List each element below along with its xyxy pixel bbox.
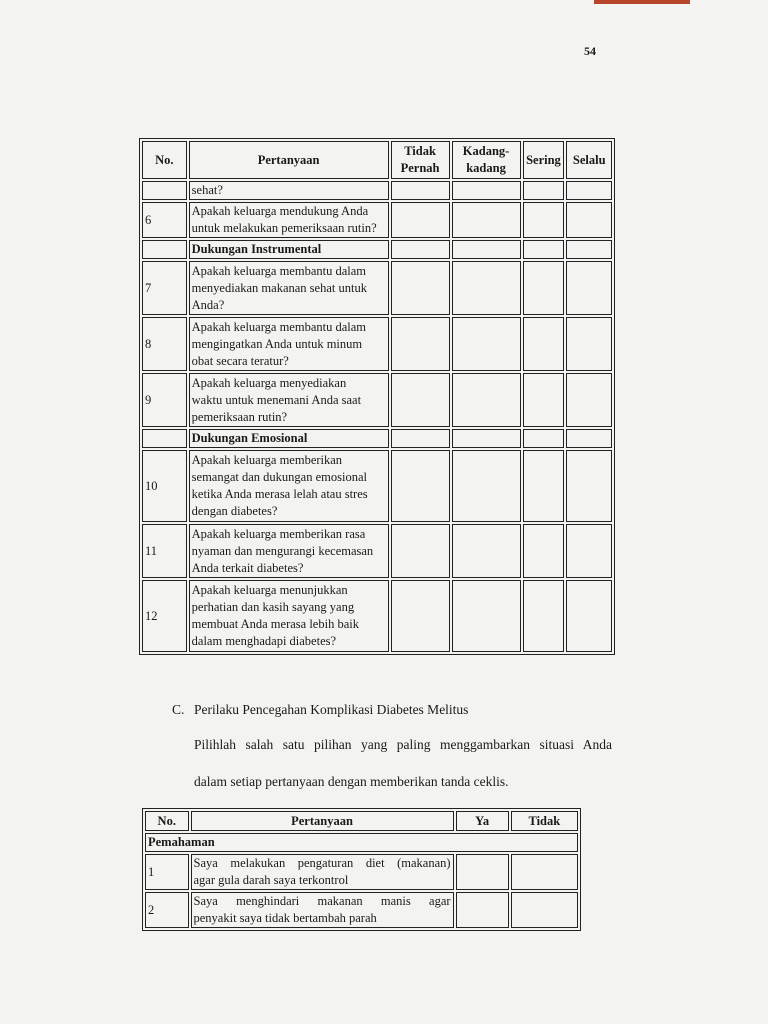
- table-header-row: [142, 141, 612, 179]
- answer-cell-sering[interactable]: [523, 373, 565, 427]
- section-row: [142, 240, 612, 259]
- table-row: [142, 181, 612, 200]
- question-text: [189, 580, 389, 652]
- question-line: Apakah keluarga membantu dalam: [191, 263, 367, 278]
- table-row: [145, 854, 578, 890]
- header-line: Pernah: [400, 161, 440, 175]
- question-line: Anda terkait diabetes?: [191, 560, 304, 575]
- header-line: Tidak: [404, 144, 436, 158]
- row-number: 7: [142, 261, 187, 315]
- section-title: Perilaku Pencegahan Komplikasi Diabetes Melitus: [194, 702, 469, 717]
- header-sering: Sering: [523, 141, 565, 179]
- question-line: Saya menghindari makanan manis agar: [193, 894, 451, 908]
- section-spacer: [452, 429, 521, 448]
- answer-cell-tidak-pernah[interactable]: [391, 580, 450, 652]
- question-line: waktu untuk menemani Anda saat: [191, 392, 362, 407]
- answer-cell-sering[interactable]: [523, 524, 565, 578]
- question-line: obat secara teratur?: [191, 353, 289, 368]
- question-line: sehat?: [191, 183, 223, 197]
- page-number: 54: [584, 44, 596, 58]
- answer-cell-selalu[interactable]: [566, 373, 612, 427]
- question-text: [191, 854, 454, 890]
- question-line: Apakah keluarga membantu dalam: [191, 319, 367, 334]
- answer-cell-selalu[interactable]: [566, 181, 612, 200]
- question-line: agar gula darah saya terkontrol: [193, 873, 349, 887]
- row-number: 1: [145, 854, 189, 890]
- question-text: [189, 524, 389, 578]
- section-spacer: [142, 240, 187, 259]
- answer-cell-ya[interactable]: [456, 854, 509, 890]
- instruction-text: dalam setiap pertanyaan dengan memberikan tanda ceklis.: [194, 774, 509, 789]
- section-spacer: [566, 429, 612, 448]
- question-line: pemeriksaan rutin?: [191, 409, 288, 424]
- section-label: Dukungan Emosional: [189, 429, 389, 448]
- answer-cell-sering[interactable]: [523, 580, 565, 652]
- answer-cell-tidak-pernah[interactable]: [391, 261, 450, 315]
- question-line: dalam menghadapi diabetes?: [191, 634, 337, 648]
- answer-cell-tidak-pernah[interactable]: [391, 202, 450, 238]
- answer-cell-sering[interactable]: [523, 450, 565, 522]
- question-line: penyakit saya tidak bertambah parah: [193, 911, 377, 925]
- question-line: perhatian dan kasih sayang yang: [191, 600, 355, 614]
- answer-cell-tidak-pernah[interactable]: [391, 450, 450, 522]
- question-text: [189, 181, 389, 200]
- answer-cell-tidak[interactable]: [511, 892, 578, 928]
- question-text: [189, 450, 389, 522]
- header-tidak: Tidak: [511, 811, 578, 831]
- question-line: Apakah keluarga mendukung Anda: [191, 204, 369, 218]
- question-text: [189, 317, 389, 371]
- answer-cell-kadang-kadang[interactable]: [452, 261, 521, 315]
- header-question: Pertanyaan: [191, 811, 454, 831]
- section-label: Pemahaman: [145, 833, 578, 852]
- question-line: membuat Anda merasa lebih baik: [191, 617, 359, 631]
- answer-cell-kadang-kadang[interactable]: [452, 373, 521, 427]
- table-row: [142, 317, 612, 371]
- answer-cell-tidak-pernah[interactable]: [391, 181, 450, 200]
- answer-cell-ya[interactable]: [456, 892, 509, 928]
- answer-cell-tidak-pernah[interactable]: [391, 373, 450, 427]
- question-line: Saya melakukan pengaturan diet (makanan): [193, 856, 451, 870]
- question-line: dengan diabetes?: [191, 504, 278, 518]
- answer-cell-selalu[interactable]: [566, 317, 612, 371]
- row-number: [142, 181, 187, 200]
- table-header-row: [145, 811, 578, 831]
- header-no: No.: [142, 141, 187, 179]
- section-spacer: [566, 240, 612, 259]
- question-line: Anda?: [191, 297, 225, 312]
- row-number: 9: [142, 373, 187, 427]
- answer-cell-tidak-pernah[interactable]: [391, 317, 450, 371]
- answer-cell-selalu[interactable]: [566, 261, 612, 315]
- section-spacer: [523, 429, 565, 448]
- section-spacer: [523, 240, 565, 259]
- header-tidak-pernah: [391, 141, 450, 179]
- answer-cell-selalu[interactable]: [566, 580, 612, 652]
- table-row: [142, 450, 612, 522]
- header-line: Kadang-: [462, 144, 510, 158]
- question-line: mengingatkan Anda untuk minum: [191, 336, 363, 351]
- answer-cell-kadang-kadang[interactable]: [452, 580, 521, 652]
- answer-cell-sering[interactable]: [523, 202, 565, 238]
- question-line: Apakah keluarga menunjukkan: [191, 583, 348, 597]
- section-spacer: [391, 240, 450, 259]
- section-spacer: [142, 429, 187, 448]
- row-number: 2: [145, 892, 189, 928]
- question-text: [189, 373, 389, 427]
- row-number: 11: [142, 524, 187, 578]
- question-text: [189, 202, 389, 238]
- answer-cell-kadang-kadang[interactable]: [452, 450, 521, 522]
- answer-cell-sering[interactable]: [523, 261, 565, 315]
- question-line: semangat dan dukungan emosional: [191, 470, 367, 484]
- section-c-heading: [172, 702, 468, 718]
- section-row: [142, 429, 612, 448]
- section-letter: C.: [172, 702, 185, 717]
- question-line: nyaman dan mengurangi kecemasan: [191, 543, 374, 558]
- answer-cell-kadang-kadang[interactable]: [452, 202, 521, 238]
- family-support-table: [140, 139, 614, 654]
- answer-cell-tidak-pernah[interactable]: [391, 524, 450, 578]
- answer-cell-kadang-kadang[interactable]: [452, 317, 521, 371]
- answer-cell-selalu[interactable]: [566, 202, 612, 238]
- row-number: 10: [142, 450, 187, 522]
- answer-cell-sering[interactable]: [523, 181, 565, 200]
- table-row: [145, 892, 578, 928]
- question-text: [189, 261, 389, 315]
- answer-cell-tidak[interactable]: [511, 854, 578, 890]
- question-line: Apakah keluarga memberikan rasa: [191, 526, 366, 541]
- table-row: [142, 373, 612, 427]
- section-spacer: [391, 429, 450, 448]
- header-ya: Ya: [456, 811, 509, 831]
- table-row: [142, 202, 612, 238]
- answer-cell-kadang-kadang[interactable]: [452, 524, 521, 578]
- question-line: menyediakan makanan sehat untuk: [191, 280, 367, 295]
- header-selalu: Selalu: [566, 141, 612, 179]
- prevention-behavior-table: [143, 809, 580, 930]
- answer-cell-sering[interactable]: [523, 317, 565, 371]
- header-no: No.: [145, 811, 189, 831]
- answer-cell-kadang-kadang[interactable]: [452, 181, 521, 200]
- section-row: [145, 833, 578, 852]
- question-line: untuk melakukan pemeriksaan rutin?: [191, 221, 377, 235]
- section-spacer: [452, 240, 521, 259]
- section-label: Dukungan Instrumental: [189, 240, 389, 259]
- row-number: 12: [142, 580, 187, 652]
- answer-cell-selalu[interactable]: [566, 524, 612, 578]
- table-row: [142, 580, 612, 652]
- header-line: kadang: [466, 161, 506, 175]
- question-line: Apakah keluarga menyediakan: [191, 375, 347, 390]
- answer-cell-selalu[interactable]: [566, 450, 612, 522]
- row-number: 8: [142, 317, 187, 371]
- table-row: [142, 524, 612, 578]
- question-line: ketika Anda merasa lelah atau stres: [191, 487, 368, 501]
- header-kadang-kadang: [452, 141, 521, 179]
- question-line: Apakah keluarga memberikan: [191, 453, 343, 467]
- table-row: [142, 261, 612, 315]
- header-question: Pertanyaan: [189, 141, 389, 179]
- page-edge-mark: [594, 0, 690, 4]
- row-number: 6: [142, 202, 187, 238]
- instruction-text: Pilihlah salah satu pilihan yang paling menggambarkan situasi Anda: [194, 737, 612, 752]
- question-text: [191, 892, 454, 928]
